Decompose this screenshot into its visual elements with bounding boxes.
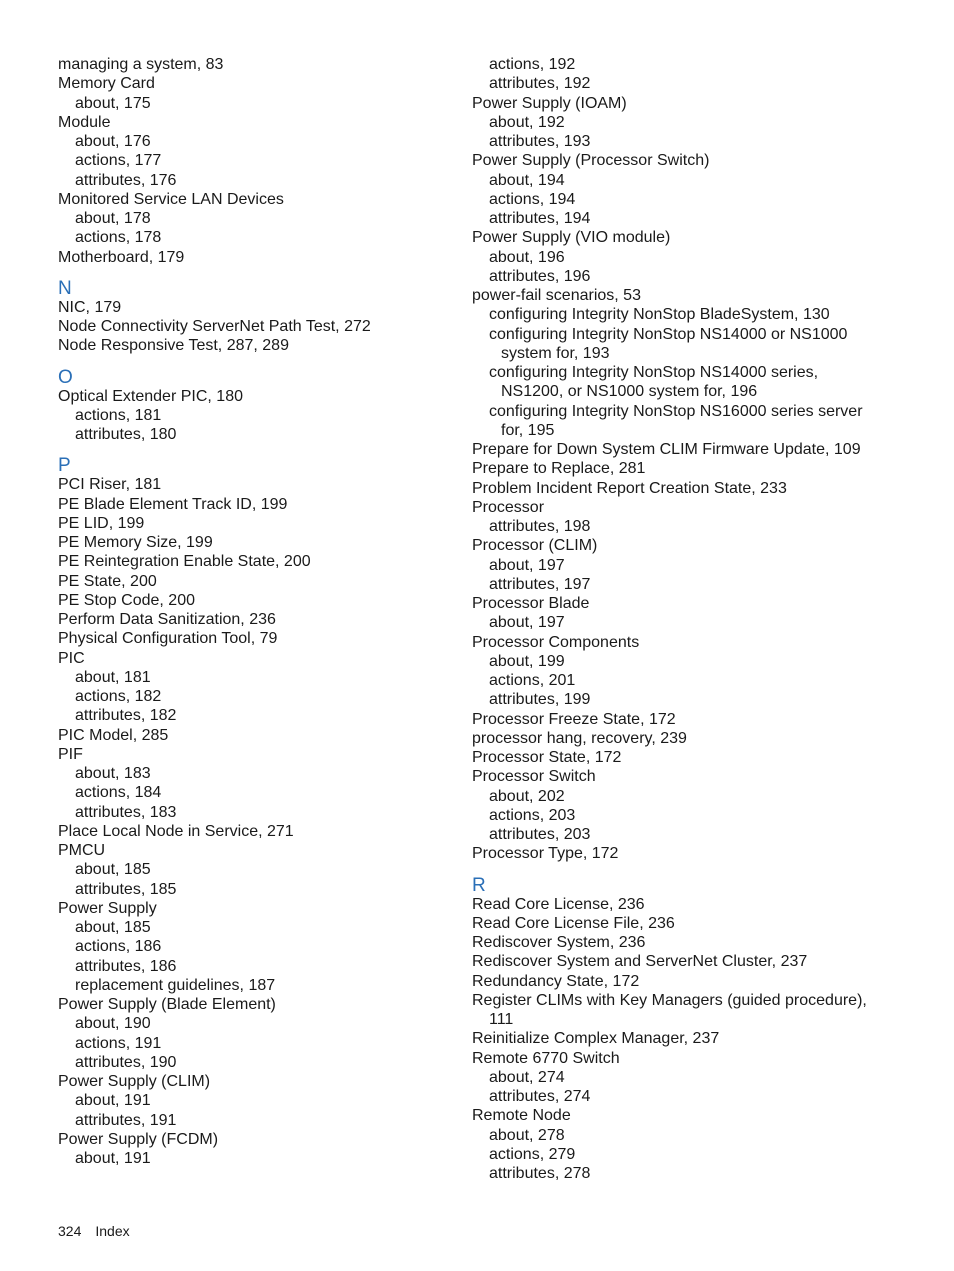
index-entry: Processor Blade (472, 595, 590, 612)
index-letter-heading: R (472, 874, 486, 896)
index-entry: Register CLIMs with Key Managers (guided procedure), (472, 991, 867, 1009)
index-entry: Prepare to Replace, 281 (472, 460, 646, 478)
index-entry: PE Reintegration Enable State, 200 (58, 553, 311, 571)
index-letter-heading: N (58, 277, 72, 299)
index-subentry: attributes, 196 (489, 267, 591, 285)
index-entry: Optical Extender PIC, 180 (58, 387, 243, 405)
index-subentry: actions, 182 (75, 688, 162, 705)
index-subentry: for, 195 (501, 421, 555, 439)
index-subentry: actions, 201 (489, 672, 576, 689)
index-subentry: actions, 194 (489, 190, 576, 208)
index-entry: PE Stop Code, 200 (58, 591, 195, 609)
index-entry: Perform Data Sanitization, 236 (58, 611, 276, 628)
index-entry: Power Supply (CLIM) (58, 1073, 211, 1090)
index-entry: Prepare for Down System CLIM Firmware Update, 109 (472, 441, 861, 458)
index-subentry: configuring Integrity NonStop NS16000 series server (489, 402, 863, 420)
index-entry: PIF (58, 745, 83, 763)
index-subentry: configuring Integrity NonStop NS14000 series, (489, 364, 819, 381)
index-entry: PCI Riser, 181 (58, 476, 162, 494)
index-subentry: about, 274 (489, 1068, 565, 1086)
index-entry: PE State, 200 (58, 572, 157, 590)
index-subentry: about, 178 (75, 210, 151, 227)
index-entry: Power Supply (Blade Element) (58, 996, 276, 1013)
index-entry: Read Core License File, 236 (472, 914, 675, 932)
index-entry: Memory Card (58, 75, 155, 93)
index-entry: Processor Freeze State, 172 (472, 710, 676, 728)
index-subentry: actions, 191 (75, 1034, 162, 1052)
index-subentry: NS1200, or NS1000 system for, 196 (501, 383, 758, 401)
index-subentry: attributes, 194 (489, 210, 591, 227)
index-subentry: actions, 178 (75, 229, 162, 247)
index-subentry: about, 191 (75, 1150, 151, 1167)
index-subentry: about, 190 (75, 1015, 151, 1033)
index-subentry: about, 185 (75, 861, 151, 879)
index-subentry: replacement guidelines, 187 (75, 976, 276, 994)
index-subentry: about, 197 (489, 614, 565, 632)
index-subentry: attributes, 182 (75, 707, 177, 725)
index-entry: Place Local Node in Service, 271 (58, 822, 294, 840)
index-column-left (58, 55, 458, 1168)
index-entry: PMCU (58, 842, 106, 859)
index-entry: Node Connectivity ServerNet Path Test, 272 (58, 318, 371, 335)
index-entry: Power Supply (FCDM) (58, 1130, 219, 1148)
index-entry: Reinitialize Complex Manager, 237 (472, 1030, 720, 1048)
index-entry: power-fail scenarios, 53 (472, 287, 641, 304)
index-subentry: actions, 177 (75, 152, 162, 170)
index-entry: PE Blade Element Track ID, 199 (58, 495, 288, 513)
index-subentry: actions, 181 (75, 406, 162, 424)
index-subentry: actions, 184 (75, 784, 162, 802)
index-entry: Power Supply (IOAM) (472, 94, 627, 112)
index-subentry: attributes, 191 (75, 1111, 177, 1129)
index-subentry: actions, 203 (489, 806, 576, 824)
index-entry: Power Supply (VIO module) (472, 229, 671, 247)
index-subentry: attributes, 274 (489, 1088, 591, 1105)
page-number: 324 (58, 1223, 82, 1239)
index-subentry: attributes, 183 (75, 803, 177, 821)
index-entry: Redundancy State, 172 (472, 972, 640, 990)
index-subentry: about, 191 (75, 1092, 151, 1110)
index-entry: Motherboard, 179 (58, 248, 185, 266)
index-entry: Physical Configuration Tool, 79 (58, 630, 278, 648)
index-column-right (472, 55, 912, 1183)
index-entry: Processor Components (472, 633, 640, 651)
index-subentry: about, 183 (75, 765, 151, 782)
index-entry: Processor Switch (472, 768, 596, 786)
index-subentry: attributes, 198 (489, 518, 591, 535)
index-subentry: attributes, 185 (75, 880, 177, 898)
index-subentry: attributes, 203 (489, 826, 591, 843)
index-entry: Rediscover System, 236 (472, 934, 646, 951)
index-letter-heading: O (58, 366, 73, 388)
index-entry: Module (58, 113, 111, 131)
index-subentry: attributes, 186 (75, 957, 177, 975)
index-subentry: about, 196 (489, 248, 565, 266)
index-subentry: attributes, 190 (75, 1053, 177, 1071)
index-entry: PIC Model, 285 (58, 726, 169, 744)
index-entry: NIC, 179 (58, 298, 122, 316)
index-subentry: about, 185 (75, 919, 151, 936)
index-entry: PE LID, 199 (58, 514, 145, 532)
index-subentry: about, 278 (489, 1126, 565, 1144)
index-subentry: attributes, 176 (75, 171, 177, 189)
index-subentry: about, 197 (489, 556, 565, 574)
index-subentry: configuring Integrity NonStop NS14000 or NS1000 (489, 325, 848, 343)
index-subentry: actions, 279 (489, 1145, 576, 1163)
index-entry: Monitored Service LAN Devices (58, 190, 284, 208)
index-entry: PIC (58, 649, 85, 667)
index-subentry: about, 202 (489, 787, 565, 805)
index-subentry: attributes, 192 (489, 75, 591, 93)
page-footer (58, 1222, 130, 1240)
index-letter-heading: P (58, 455, 71, 477)
index-subentry: about, 181 (75, 668, 151, 686)
index-entry: Power Supply (58, 899, 157, 917)
footer-section-title: Index (95, 1223, 130, 1239)
index-entry: Remote Node (472, 1107, 571, 1125)
index-subentry: about, 175 (75, 94, 151, 112)
index-entry: Processor (472, 498, 545, 516)
index-subentry: about, 192 (489, 113, 565, 131)
index-subentry: actions, 186 (75, 938, 162, 956)
index-entry: Rediscover System and ServerNet Cluster, 237 (472, 953, 808, 971)
index-entry: Processor (CLIM) (472, 537, 598, 555)
index-entry: 111 (489, 1011, 514, 1028)
index-entry: Power Supply (Processor Switch) (472, 152, 710, 170)
index-entry: PE Memory Size, 199 (58, 534, 213, 551)
index-subentry: attributes, 193 (489, 133, 591, 150)
index-subentry: actions, 192 (489, 56, 576, 73)
index-subentry: system for, 193 (501, 344, 610, 362)
index-subentry: attributes, 199 (489, 691, 591, 709)
index-entry: Node Responsive Test, 287, 289 (58, 337, 289, 355)
index-entry: Problem Incident Report Creation State, 233 (472, 479, 787, 497)
index-entry: managing a system, 83 (58, 56, 224, 73)
index-entry: processor hang, recovery, 239 (472, 729, 687, 747)
index-subentry: attributes, 278 (489, 1165, 591, 1182)
index-subentry: about, 199 (489, 652, 565, 670)
index-entry: Remote 6770 Switch (472, 1049, 620, 1067)
index-subentry: about, 194 (489, 171, 565, 189)
index-entry: Processor State, 172 (472, 749, 622, 766)
index-subentry: configuring Integrity NonStop BladeSystem, 130 (489, 306, 830, 324)
index-entry: Processor Type, 172 (472, 845, 619, 863)
index-subentry: attributes, 180 (75, 426, 177, 443)
index-entry: Read Core License, 236 (472, 895, 645, 913)
index-subentry: about, 176 (75, 133, 151, 150)
index-subentry: attributes, 197 (489, 575, 591, 593)
